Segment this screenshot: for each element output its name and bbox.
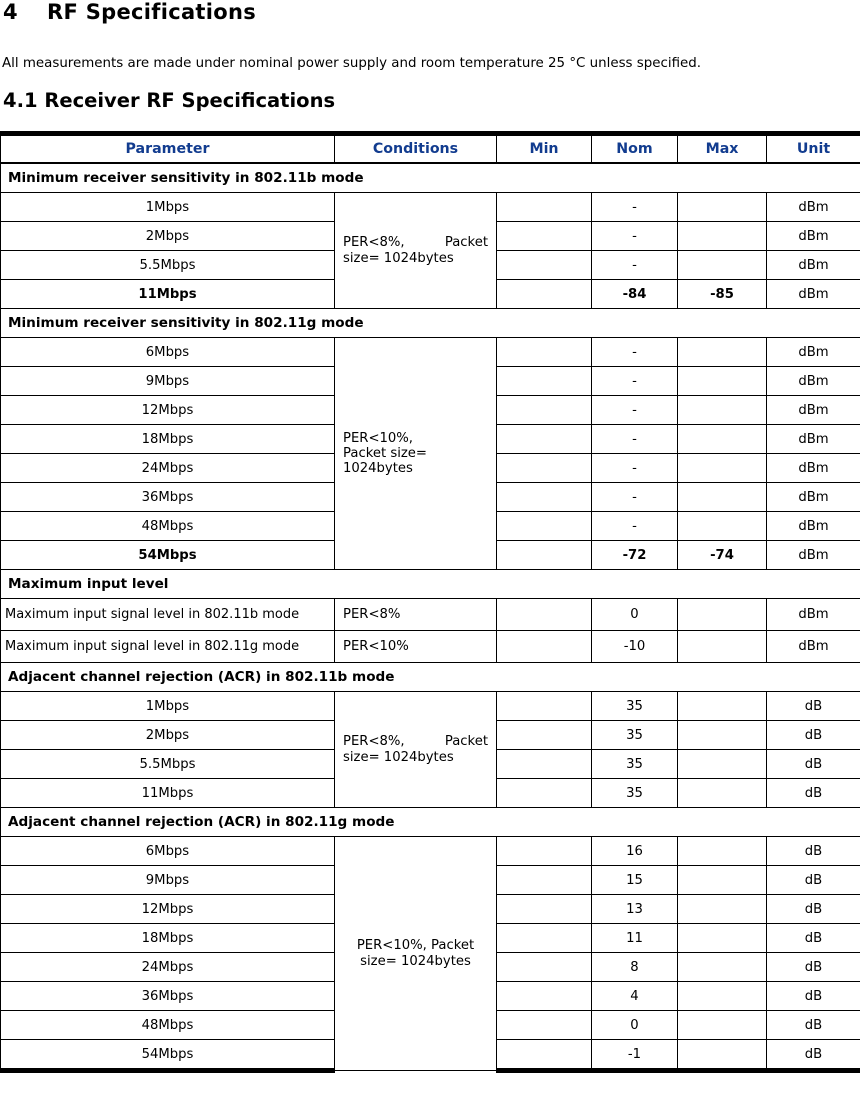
nom-cell: - bbox=[592, 454, 678, 483]
unit-cell: dBm bbox=[767, 367, 860, 396]
max-cell bbox=[678, 193, 767, 222]
subsection-number: 4.1 bbox=[3, 89, 38, 112]
unit-cell: dB bbox=[767, 721, 860, 750]
nom-cell: - bbox=[592, 338, 678, 367]
max-cell bbox=[678, 750, 767, 779]
unit-cell: dBm bbox=[767, 425, 860, 454]
unit-cell: dB bbox=[767, 837, 860, 866]
min-cell bbox=[497, 483, 592, 512]
unit-cell: dBm bbox=[767, 512, 860, 541]
unit-cell: dB bbox=[767, 779, 860, 808]
nom-cell: 8 bbox=[592, 953, 678, 982]
group-title: Adjacent channel rejection (ACR) in 802.11b mode bbox=[1, 663, 860, 692]
unit-cell: dBm bbox=[767, 251, 860, 280]
param-cell: 12Mbps bbox=[1, 396, 335, 425]
nom-cell: -72 bbox=[592, 541, 678, 570]
nom-cell: -84 bbox=[592, 280, 678, 309]
max-cell bbox=[678, 483, 767, 512]
max-cell bbox=[678, 1040, 767, 1071]
group-header-row bbox=[1, 808, 860, 837]
min-cell bbox=[497, 512, 592, 541]
min-cell bbox=[497, 396, 592, 425]
subsection-heading bbox=[3, 89, 335, 112]
nom-cell: - bbox=[592, 193, 678, 222]
condition-cell: PER<8% bbox=[335, 599, 497, 631]
min-cell bbox=[497, 599, 592, 631]
unit-cell: dBm bbox=[767, 599, 860, 631]
condition-cell bbox=[335, 193, 497, 309]
unit-cell: dB bbox=[767, 750, 860, 779]
unit-cell: dBm bbox=[767, 338, 860, 367]
max-cell bbox=[678, 512, 767, 541]
nom-cell: 35 bbox=[592, 721, 678, 750]
nom-cell: 15 bbox=[592, 866, 678, 895]
condition-text: Packet bbox=[444, 234, 488, 250]
nom-cell: - bbox=[592, 251, 678, 280]
unit-cell: dB bbox=[767, 982, 860, 1011]
nom-cell: - bbox=[592, 425, 678, 454]
nom-cell: 0 bbox=[592, 599, 678, 631]
param-cell: Maximum input signal level in 802.11b mode bbox=[1, 599, 335, 631]
intro-paragraph: All measurements are made under nominal power supply and room temperature 25 °C unless specified. bbox=[2, 56, 701, 71]
param-cell: 11Mbps bbox=[1, 779, 335, 808]
unit-cell: dBm bbox=[767, 280, 860, 309]
nom-cell: -10 bbox=[592, 631, 678, 663]
max-cell bbox=[678, 454, 767, 483]
nom-cell: - bbox=[592, 396, 678, 425]
min-cell bbox=[497, 721, 592, 750]
table-row bbox=[1, 837, 860, 866]
param-cell: 11Mbps bbox=[1, 280, 335, 309]
param-cell: 36Mbps bbox=[1, 483, 335, 512]
max-cell bbox=[678, 1011, 767, 1040]
max-cell bbox=[678, 982, 767, 1011]
max-cell bbox=[678, 425, 767, 454]
unit-cell: dBm bbox=[767, 396, 860, 425]
min-cell bbox=[497, 222, 592, 251]
min-cell bbox=[497, 866, 592, 895]
param-cell: 9Mbps bbox=[1, 367, 335, 396]
nom-cell: - bbox=[592, 512, 678, 541]
condition-text: Packet size= bbox=[343, 446, 427, 461]
condition-cell bbox=[335, 692, 497, 808]
section-number: 4 bbox=[3, 0, 18, 24]
group-header-row bbox=[1, 163, 860, 193]
max-cell bbox=[678, 895, 767, 924]
param-cell: 36Mbps bbox=[1, 982, 335, 1011]
param-cell: 6Mbps bbox=[1, 338, 335, 367]
table-row bbox=[1, 599, 860, 631]
unit-cell: dBm bbox=[767, 631, 860, 663]
unit-cell: dBm bbox=[767, 193, 860, 222]
param-cell: 5.5Mbps bbox=[1, 251, 335, 280]
condition-cell: PER<10% bbox=[335, 631, 497, 663]
nom-cell: - bbox=[592, 222, 678, 251]
group-title: Minimum receiver sensitivity in 802.11b mode bbox=[1, 163, 860, 193]
table-row bbox=[1, 692, 860, 721]
min-cell bbox=[497, 1040, 592, 1071]
table-row bbox=[1, 338, 860, 367]
param-cell: 18Mbps bbox=[1, 924, 335, 953]
nom-cell: 0 bbox=[592, 1011, 678, 1040]
table-header-row bbox=[1, 134, 860, 164]
max-cell bbox=[678, 779, 767, 808]
min-cell bbox=[497, 338, 592, 367]
section-heading bbox=[3, 0, 256, 27]
min-cell bbox=[497, 750, 592, 779]
table-row bbox=[1, 631, 860, 663]
max-cell: -74 bbox=[678, 541, 767, 570]
param-cell: 54Mbps bbox=[1, 541, 335, 570]
max-cell bbox=[678, 599, 767, 631]
subsection-title: Receiver RF Specifications bbox=[44, 89, 336, 112]
max-cell bbox=[678, 721, 767, 750]
max-cell: -85 bbox=[678, 280, 767, 309]
nom-cell: - bbox=[592, 483, 678, 512]
param-cell: 24Mbps bbox=[1, 953, 335, 982]
min-cell bbox=[497, 541, 592, 570]
nom-cell: 35 bbox=[592, 750, 678, 779]
min-cell bbox=[497, 895, 592, 924]
nom-cell: 35 bbox=[592, 692, 678, 721]
param-cell: 6Mbps bbox=[1, 837, 335, 866]
unit-cell: dB bbox=[767, 924, 860, 953]
group-title: Maximum input level bbox=[1, 570, 860, 599]
max-cell bbox=[678, 367, 767, 396]
min-cell bbox=[497, 280, 592, 309]
param-cell: 2Mbps bbox=[1, 721, 335, 750]
param-cell: 48Mbps bbox=[1, 1011, 335, 1040]
nom-cell: 11 bbox=[592, 924, 678, 953]
unit-cell: dB bbox=[767, 1011, 860, 1040]
group-title: Minimum receiver sensitivity in 802.11g mode bbox=[1, 309, 860, 338]
max-cell bbox=[678, 692, 767, 721]
max-cell bbox=[678, 251, 767, 280]
min-cell bbox=[497, 1011, 592, 1040]
min-cell bbox=[497, 779, 592, 808]
header-min: Min bbox=[497, 134, 592, 164]
rf-spec-table bbox=[0, 131, 860, 1073]
min-cell bbox=[497, 425, 592, 454]
param-cell: Maximum input signal level in 802.11g mode bbox=[1, 631, 335, 663]
header-nom: Nom bbox=[592, 134, 678, 164]
condition-text: PER<8%, bbox=[343, 733, 405, 749]
min-cell bbox=[497, 251, 592, 280]
nom-cell: 35 bbox=[592, 779, 678, 808]
min-cell bbox=[497, 924, 592, 953]
param-cell: 5.5Mbps bbox=[1, 750, 335, 779]
unit-cell: dB bbox=[767, 1040, 860, 1071]
nom-cell: - bbox=[592, 367, 678, 396]
unit-cell: dBm bbox=[767, 222, 860, 251]
min-cell bbox=[497, 692, 592, 721]
min-cell bbox=[497, 982, 592, 1011]
unit-cell: dBm bbox=[767, 483, 860, 512]
min-cell bbox=[497, 837, 592, 866]
param-cell: 24Mbps bbox=[1, 454, 335, 483]
unit-cell: dBm bbox=[767, 454, 860, 483]
max-cell bbox=[678, 837, 767, 866]
max-cell bbox=[678, 924, 767, 953]
unit-cell: dB bbox=[767, 895, 860, 924]
header-max: Max bbox=[678, 134, 767, 164]
condition-text: Packet bbox=[444, 733, 488, 749]
min-cell bbox=[497, 631, 592, 663]
min-cell bbox=[497, 454, 592, 483]
max-cell bbox=[678, 953, 767, 982]
nom-cell: -1 bbox=[592, 1040, 678, 1071]
header-unit: Unit bbox=[767, 134, 860, 164]
table-row bbox=[1, 193, 860, 222]
condition-text: 1024bytes bbox=[343, 461, 413, 476]
nom-cell: 13 bbox=[592, 895, 678, 924]
param-cell: 2Mbps bbox=[1, 222, 335, 251]
param-cell: 9Mbps bbox=[1, 866, 335, 895]
max-cell bbox=[678, 222, 767, 251]
condition-text: PER<10%, Packet bbox=[356, 937, 475, 953]
unit-cell: dB bbox=[767, 866, 860, 895]
header-conditions: Conditions bbox=[335, 134, 497, 164]
max-cell bbox=[678, 338, 767, 367]
header-parameter: Parameter bbox=[1, 134, 335, 164]
max-cell bbox=[678, 631, 767, 663]
condition-cell bbox=[335, 338, 497, 570]
min-cell bbox=[497, 367, 592, 396]
condition-text: PER<8%, bbox=[343, 234, 405, 250]
param-cell: 1Mbps bbox=[1, 692, 335, 721]
condition-text: PER<10%, bbox=[343, 431, 414, 446]
unit-cell: dB bbox=[767, 692, 860, 721]
min-cell bbox=[497, 193, 592, 222]
group-header-row bbox=[1, 570, 860, 599]
unit-cell: dB bbox=[767, 953, 860, 982]
unit-cell: dBm bbox=[767, 541, 860, 570]
max-cell bbox=[678, 396, 767, 425]
group-header-row bbox=[1, 309, 860, 338]
section-title: RF Specifications bbox=[47, 0, 257, 24]
condition-text: size= 1024bytes bbox=[360, 953, 471, 969]
max-cell bbox=[678, 866, 767, 895]
condition-cell bbox=[335, 837, 497, 1071]
group-header-row bbox=[1, 663, 860, 692]
condition-text: size= 1024bytes bbox=[343, 250, 454, 266]
min-cell bbox=[497, 953, 592, 982]
nom-cell: 16 bbox=[592, 837, 678, 866]
condition-text: size= 1024bytes bbox=[343, 749, 454, 765]
nom-cell: 4 bbox=[592, 982, 678, 1011]
param-cell: 12Mbps bbox=[1, 895, 335, 924]
group-title: Adjacent channel rejection (ACR) in 802.11g mode bbox=[1, 808, 860, 837]
param-cell: 18Mbps bbox=[1, 425, 335, 454]
param-cell: 54Mbps bbox=[1, 1040, 335, 1071]
param-cell: 1Mbps bbox=[1, 193, 335, 222]
param-cell: 48Mbps bbox=[1, 512, 335, 541]
